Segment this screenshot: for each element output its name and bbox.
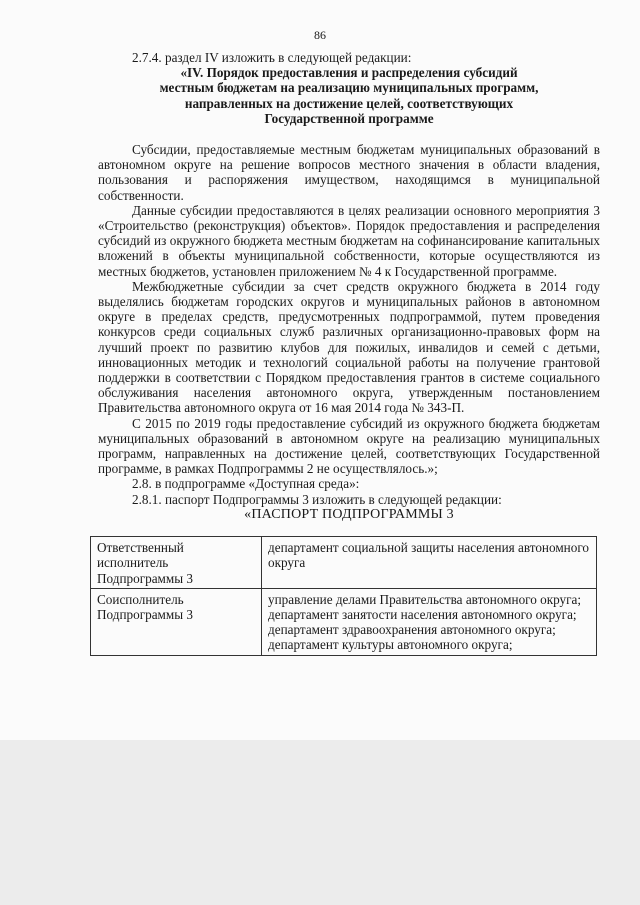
heading-line: Государственной программе — [264, 110, 434, 126]
passport-table — [90, 536, 597, 655]
paragraph: Данные субсидии предоставляются в целях реализации основного мероприятия 3 «Строительство (реконструкция) объектов». Порядок предоставления и распределения субсидий из окружного бюджета местным бюджетам на софинансирование капитальных вложений в объекты муниципальной собственности, которые осуществляются из местных бюджетов, установлен приложением № 4 к Государственной программе. — [98, 202, 600, 279]
table-cell-label: Соисполнитель Подпрограммы 3 — [91, 588, 262, 655]
co-executor-line: управление делами Правительства автономного округа; — [268, 591, 582, 607]
table-row — [91, 537, 597, 589]
table-cell-value — [262, 588, 597, 655]
co-executor-line: департамент здравоохранения автономного округа; — [268, 622, 556, 638]
heading-line: местным бюджетам на реализацию муниципальных программ, — [159, 80, 539, 96]
passport-title: «ПАСПОРТ ПОДПРОГРАММЫ 3 — [244, 506, 454, 522]
heading-line: «IV. Порядок предоставления и распределения субсидий — [180, 65, 518, 81]
section-intro: 2.7.4. раздел IV изложить в следующей редакции: — [132, 50, 412, 65]
scan-margin — [0, 740, 640, 905]
table-row — [91, 588, 597, 655]
heading-line: направленных на достижение целей, соответствующих — [184, 95, 514, 111]
table-cell-value: департамент социальной защиты населения автономного округа — [262, 537, 597, 589]
item-2-8: 2.8. в подпрограмме «Доступная среда»: — [132, 476, 360, 492]
paragraph: Межбюджетные субсидии за счет средств окружного бюджета в 2014 году выделялись бюджетам городских округов и муниципальных районов в автономном округе в пределах средств, предусмотренных подпрограммой, путем проведения конкурсов среди социальных служб различных организационно-правовых форм на лучший проект по развитию клубов для пожилых, инвалидов и семей с детьми, инновационных методик и технологий социальной работы на получение грантовой поддержки в соответствии с Порядком предоставления грантов в системе социального обслуживания населения автономного округа, утвержденным постановлением Правительства автономного округа от 16 мая 2014 года № 343-П. — [98, 278, 600, 416]
page-number: 86 — [314, 28, 326, 42]
paragraph: Субсидии, предоставляемые местным бюджетам муниципальных образований в автономном округе на решение вопросов местного значения в области владения, пользования и распоряжения имуществом, находящимся в муниципальной собственности. — [98, 142, 600, 203]
table-cell-label: Ответственный исполнитель Подпрограммы 3 — [91, 537, 262, 589]
section-heading — [98, 65, 600, 126]
co-executor-line: департамент занятости населения автономного округа; — [268, 606, 577, 622]
co-executor-line: департамент культуры автономного округа; — [268, 637, 513, 653]
document-body — [98, 50, 600, 656]
item-2-8-1: 2.8.1. паспорт Подпрограммы 3 изложить в следующей редакции: — [132, 491, 502, 507]
paragraph: С 2015 по 2019 годы предоставление субсидий из окружного бюджета бюджетам муниципальных образований в автономном округе на реализацию муниципальных программ, направленных на достижение целей, соответствующих Государственной программе, в рамках Подпрограммы 2 не осуществлялось.»; — [98, 415, 600, 477]
